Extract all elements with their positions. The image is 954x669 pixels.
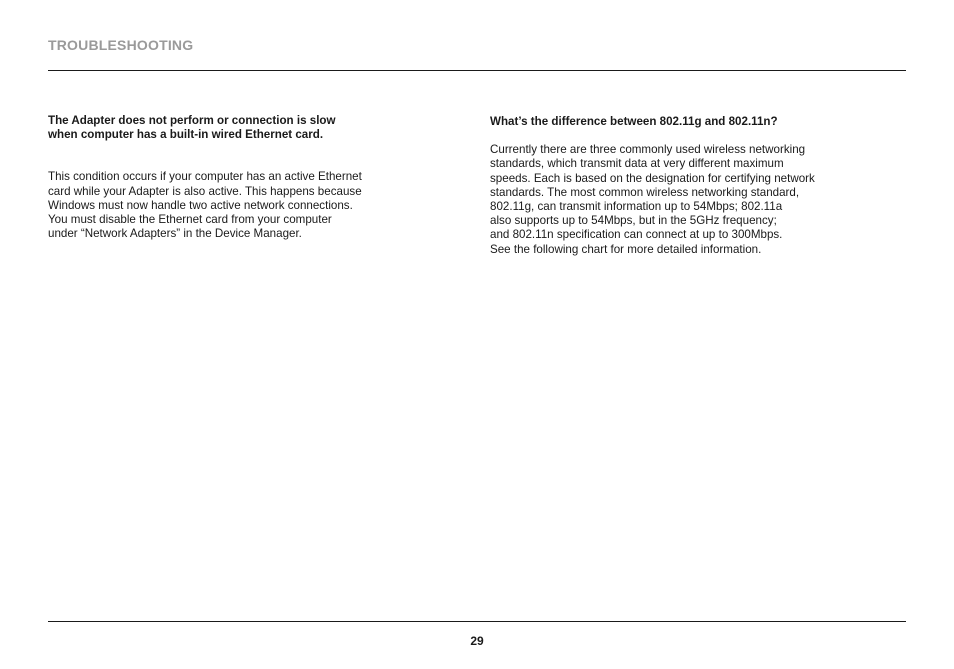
right-answer-text: Currently there are three commonly used wireless networking standards, which transmit data at very different maximum speeds. Each is based on the designation for certifying network standards. The most common wireless networking standard, 802.11g, can transmit information up to 54Mbps; 802.11a also supports up to 54Mbps, but in the 5GHz frequency; and 802.11n specification can connect at up to 300Mbps. See the following chart for more detailed information. <box>490 143 815 256</box>
left-answer-text: This condition occurs if your computer has an active Ethernet card while your Adapter is also active. This happens because Windows must now handle two active network connections. You must disable the Ethernet card from your computer under “Network Adapters” in the Device Manager. <box>48 170 362 241</box>
page-number: 29 <box>470 634 484 648</box>
right-question-heading: What’s the difference between 802.11g and 802.11n? <box>490 115 778 128</box>
right-column <box>490 115 890 257</box>
footer-divider <box>48 621 906 622</box>
left-question-heading: The Adapter does not perform or connection is slow when computer has a built-in wired Ethernet card. <box>48 114 336 142</box>
section-title: TROUBLESHOOTING <box>48 37 194 53</box>
left-column <box>48 114 428 241</box>
header-divider <box>48 70 906 71</box>
